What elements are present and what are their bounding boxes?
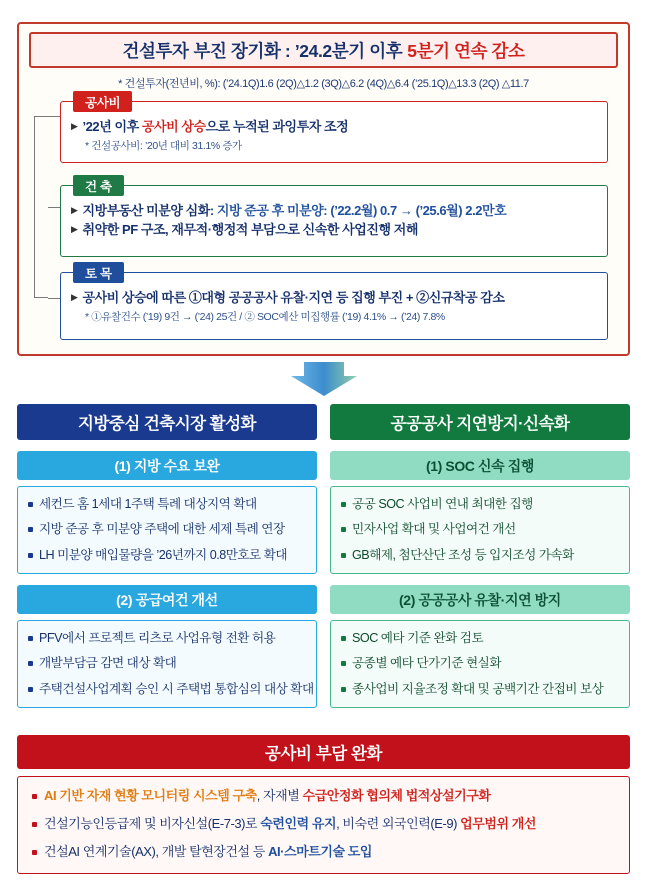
group-list [330, 620, 630, 708]
section-tag-construction-cost: 공사비 [73, 91, 132, 112]
list-item [341, 681, 619, 697]
triangle-bullet-icon: ▶ [71, 223, 78, 234]
list-item-label: 주택건설사업계획 승인 시 주택법 통합심의 대상 확대 [39, 681, 314, 696]
square-bullet-icon [32, 850, 37, 855]
list-item [28, 630, 306, 646]
group-list [330, 486, 630, 574]
square-bullet-icon [341, 502, 346, 507]
headline-part2: 부진 장기화 : ’24.2분기 이후 [193, 40, 403, 61]
section-tag-building: 건 축 [73, 175, 124, 196]
list-item-label: SOC 예타 기준 완화 검토 [352, 631, 484, 646]
group-list [17, 486, 317, 574]
list-item [341, 630, 619, 646]
group-subtitle: (1) 지방 수요 보완 [17, 451, 317, 480]
bullet-lead: ’22년 이후 [82, 119, 139, 134]
bullet-tail: 으로 누적된 과잉투자 조정 [205, 119, 349, 134]
list-item-label: 개발부담금 감면 대상 확대 [39, 656, 177, 671]
bullet-row [71, 289, 597, 307]
list-item-label: LH 미분양 매입물량을 ’26년까지 0.8만호로 확대 [39, 547, 288, 562]
list-item-part-a: 건설기능인등급제 및 비자신설(E-7-3)로 [44, 815, 261, 831]
bullet-row [71, 221, 597, 239]
list-item [28, 521, 306, 537]
list-item-label: 공종별 예타 단가기준 현실화 [352, 656, 501, 671]
column-title: 지방중심 건축시장 활성화 [17, 404, 317, 440]
section-note: * 건설공사비: ’20년 대비 31.1% 증가 [85, 139, 242, 152]
list-item [32, 844, 615, 861]
list-item-part-a: AI 기반 자재 현황 모니터링 시스템 구축 [44, 788, 257, 803]
list-item [28, 681, 314, 697]
column-local-building-market [17, 404, 317, 708]
list-item [28, 496, 306, 512]
column-public-works [330, 404, 630, 708]
list-item [341, 496, 619, 512]
list-item-part-d: 업무범위 개선 [460, 815, 536, 831]
list-item-label: GB해제, 첨단산단 조성 등 입지조성 가속화 [352, 547, 574, 562]
list-item-label: 종사업비 지율조정 확대 및 공백기간 간접비 보상 [352, 681, 604, 696]
section-construction-cost [60, 95, 608, 163]
list-item-label: 지방 준공 후 미분양 주택에 대한 세제 특례 연장 [39, 522, 285, 537]
list-item-part-c: 수급안정화 협의체 법적상설기구화 [302, 788, 491, 803]
list-item-part-c: , 비숙련 외국인력(E-9) [336, 815, 461, 831]
group-subtitle: (1) SOC 신속 집행 [330, 451, 630, 480]
square-bullet-icon [28, 502, 33, 507]
bullet-lead: 지방부동산 미분양 심화 [82, 203, 210, 218]
square-bullet-icon [341, 553, 346, 558]
headline-footnote: * 건설투자(전년비, %): (’24.1Q)1.6 (2Q)△1.2 (3Q)△6.2 (4Q)△6.4 (’25.1Q)△13.3 (2Q) △11.7 [118, 78, 529, 90]
column-title: 공공공사 지연방지·신속화 [330, 404, 630, 440]
square-bullet-icon [341, 687, 346, 692]
square-bullet-icon [32, 794, 37, 799]
square-bullet-icon [341, 527, 346, 532]
list-item-label: 세컨드 홈 1세대 1주택 특례 대상지역 확대 [39, 497, 257, 511]
list-item [341, 521, 619, 537]
bottom-section-list [17, 776, 630, 874]
triangle-bullet-icon: ▶ [71, 121, 78, 131]
group-subtitle: (2) 공급여건 개선 [17, 585, 317, 614]
bullet-tail: 으로 신속한 사업진행 저해 [275, 221, 418, 237]
square-bullet-icon [341, 636, 346, 641]
list-item [32, 788, 615, 805]
list-item-label: 공공 SOC 사업비 연내 최대한 집행 [352, 497, 533, 511]
bullet-lead: 공사비 상승에 따른 ①대형 공공공사 유찰·지연 등 집행 부진 + ②신규착공 감소 [82, 290, 505, 305]
group-subtitle: (2) 공공공사 유찰·지연 방지 [330, 585, 630, 614]
square-bullet-icon [28, 687, 33, 692]
section-building [60, 179, 608, 257]
bullet-mid: 공사비 상승 [141, 119, 206, 134]
section-civil-engineering [60, 266, 608, 340]
group-list [17, 620, 317, 708]
headline-banner [29, 32, 618, 68]
list-item-part-b: 숙련인력 유지 [260, 815, 337, 831]
list-item [32, 816, 615, 833]
list-item-part-b: AI·스마트기술 도입 [268, 843, 372, 859]
down-arrow-icon [291, 362, 357, 396]
square-bullet-icon [28, 661, 33, 666]
list-item [341, 547, 619, 563]
triangle-bullet-icon: ▶ [71, 292, 78, 302]
square-bullet-icon [28, 553, 33, 558]
list-item [28, 547, 306, 563]
headline-part3: 5분기 연속 감소 [407, 40, 525, 61]
section-tag-civil: 토 목 [73, 262, 124, 283]
list-item-part-b: , 자재별 [256, 788, 303, 803]
triangle-bullet-icon: ▶ [71, 205, 78, 215]
bullet-tail: : 지방 준공 후 미분양: (’22.2월) 0.7 → (’25.6월) 2.2만호 [209, 203, 507, 218]
square-bullet-icon [28, 636, 33, 641]
section-note: * ①유찰건수 (’19) 9건 → (’24) 25건 / ② SOC예산 미집행률 (’19) 4.1% → (’24) 7.8% [85, 310, 445, 323]
bracket-connector [34, 116, 48, 298]
bullet-row [71, 118, 597, 136]
bullet-row [71, 202, 597, 220]
headline-part1: 건설투자 [122, 40, 189, 61]
square-bullet-icon [341, 661, 346, 666]
square-bullet-icon [32, 822, 37, 827]
bottom-section-title: 공사비 부담 완화 [17, 735, 630, 769]
list-item-label: PFV에서 프로젝트 리츠로 사업유형 전환 허용 [39, 631, 276, 646]
list-item [28, 655, 306, 671]
square-bullet-icon [28, 527, 33, 532]
list-item-part-a: 건설AI 연계기술(AX), 개발 탈현장건설 등 [44, 843, 269, 859]
bullet-lead: 취약한 PF 구조, 재무적·행정적 부담 [82, 221, 276, 237]
list-item-label: 민자사업 확대 및 사업여건 개선 [352, 522, 516, 537]
list-item [341, 655, 619, 671]
